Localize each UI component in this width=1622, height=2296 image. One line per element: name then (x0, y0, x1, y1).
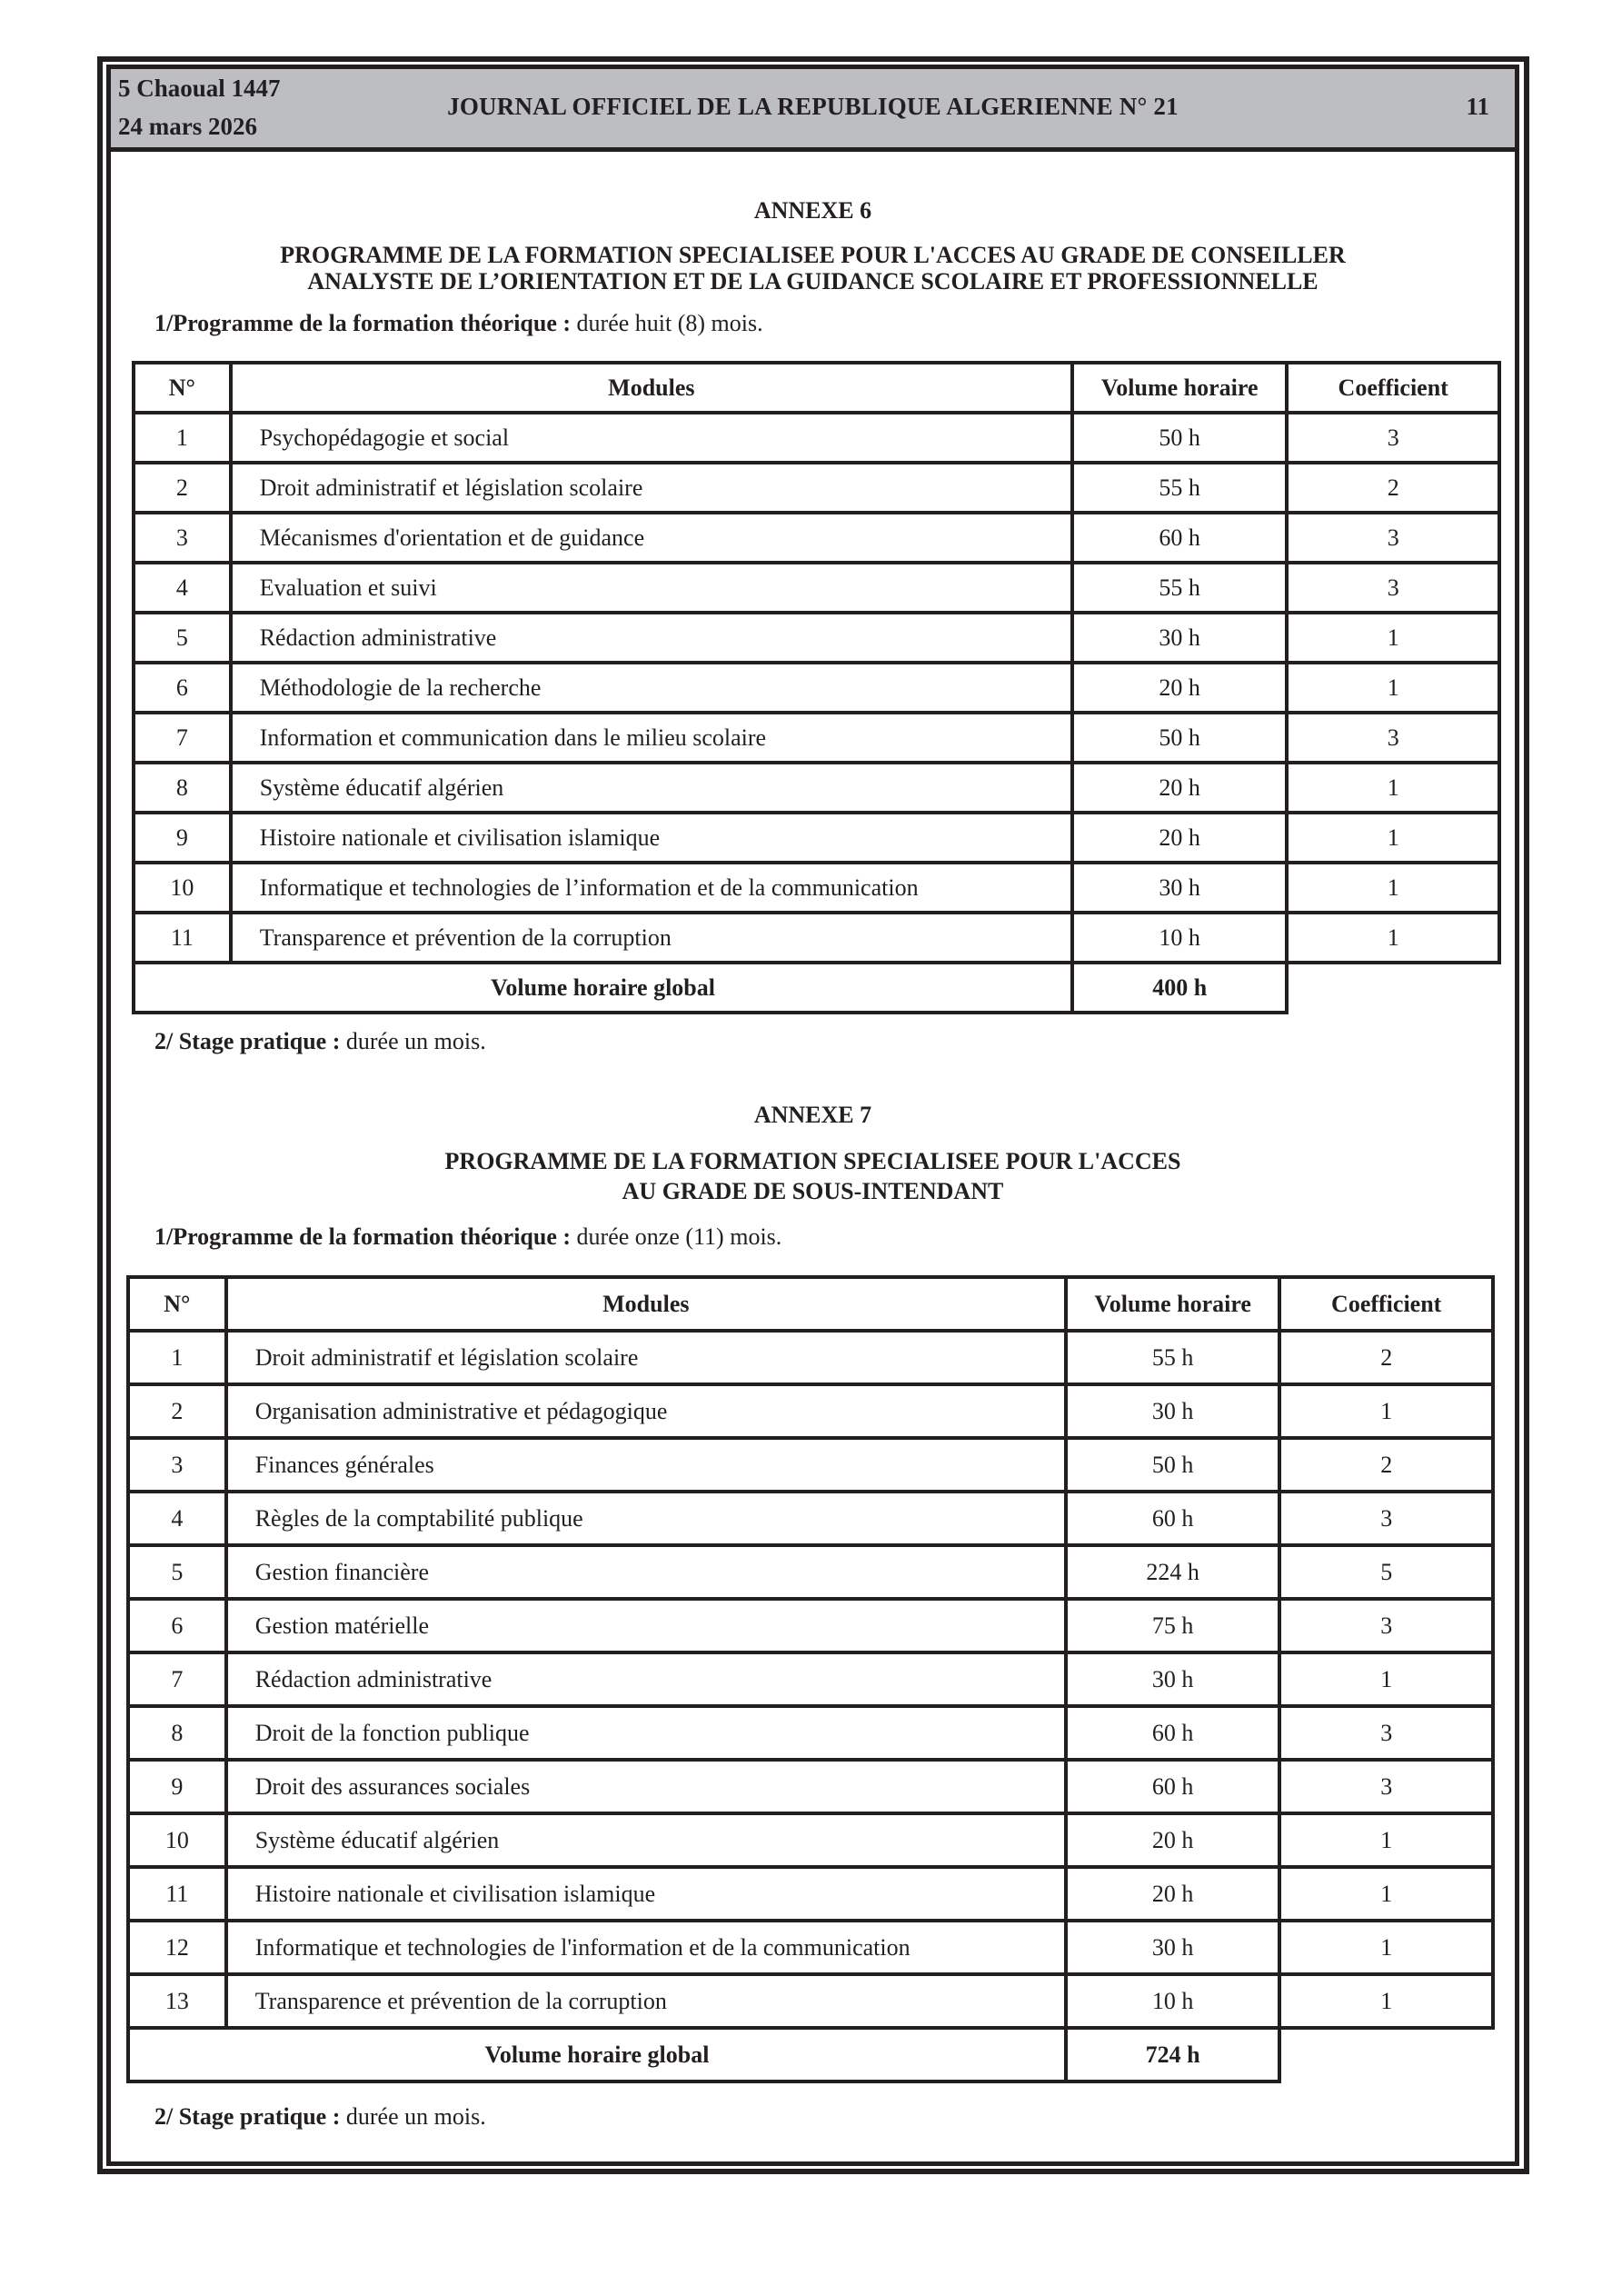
cell-number: 10 (128, 1813, 226, 1867)
total-value: 400 h (1072, 963, 1287, 1013)
cell-module: Droit de la fonction publique (226, 1706, 1066, 1760)
table-total-row (134, 963, 1499, 1013)
table-row (128, 1384, 1493, 1438)
total-value: 724 h (1066, 2028, 1279, 2081)
cell-volume: 50 h (1072, 713, 1287, 763)
table-row (134, 813, 1499, 863)
table-row (128, 1599, 1493, 1652)
cell-coefficient: 1 (1279, 1921, 1493, 1974)
cell-module: Droit administratif et législation scolaire (231, 463, 1072, 513)
cell-number: 9 (128, 1760, 226, 1813)
table-row (128, 1813, 1493, 1867)
annexe6-title-line2: ANALYSTE DE L’ORIENTATION ET DE LA GUIDANCE SCOLAIRE ET PROFESSIONNELLE (307, 268, 1318, 294)
annexe6-theory-value: durée huit (8) mois. (571, 310, 763, 336)
cell-volume: 30 h (1072, 613, 1287, 663)
cell-number: 4 (128, 1492, 226, 1545)
cell-number: 7 (128, 1652, 226, 1706)
cell-volume: 10 h (1066, 1974, 1279, 2028)
table-row (134, 413, 1499, 463)
cell-volume: 20 h (1072, 813, 1287, 863)
cell-coefficient: 2 (1279, 1331, 1493, 1384)
cell-number: 7 (134, 713, 231, 763)
annexe6-modules-table (132, 361, 1501, 1014)
cell-coefficient: 3 (1279, 1706, 1493, 1760)
annexe6-theory-duration (154, 310, 763, 337)
cell-number: 8 (134, 763, 231, 813)
table-row (128, 1331, 1493, 1384)
table-row (128, 1706, 1493, 1760)
cell-number: 5 (134, 613, 231, 663)
table-row (128, 1974, 1493, 2028)
cell-module: Informatique et technologies de l’information et de la communication (231, 863, 1072, 913)
cell-module: Mécanismes d'orientation et de guidance (231, 513, 1072, 563)
cell-module: Transparence et prévention de la corruption (226, 1974, 1066, 2028)
cell-volume: 55 h (1072, 463, 1287, 513)
table-row (134, 613, 1499, 663)
cell-number: 12 (128, 1921, 226, 1974)
cell-number: 3 (128, 1438, 226, 1492)
cell-volume: 60 h (1072, 513, 1287, 563)
cell-module: Gestion matérielle (226, 1599, 1066, 1652)
cell-module: Gestion financière (226, 1545, 1066, 1599)
cell-module: Finances générales (226, 1438, 1066, 1492)
col-header-volume: Volume horaire (1072, 363, 1287, 413)
total-label: Volume horaire global (128, 2028, 1066, 2081)
cell-module: Informatique et technologies de l'information et de la communication (226, 1921, 1066, 1974)
cell-coefficient: 3 (1279, 1760, 1493, 1813)
annexe7-theory-value: durée onze (11) mois. (571, 1223, 782, 1250)
annexe6-stage-value: durée un mois. (340, 1028, 486, 1054)
annexe6-stage-label: 2/ Stage pratique : (154, 1028, 341, 1054)
cell-volume: 55 h (1066, 1331, 1279, 1384)
date-gregorian: 24 mars 2026 (118, 113, 257, 140)
annexe7-modules-table (126, 1275, 1495, 2083)
cell-module: Rédaction administrative (231, 613, 1072, 663)
cell-number: 10 (134, 863, 231, 913)
cell-number: 3 (134, 513, 231, 563)
cell-volume: 224 h (1066, 1545, 1279, 1599)
table-row (128, 1492, 1493, 1545)
cell-number: 9 (134, 813, 231, 863)
col-header-coefficient: Coefficient (1287, 363, 1499, 413)
total-empty-cell (1287, 963, 1499, 1013)
table-row (128, 1652, 1493, 1706)
col-header-number: N° (134, 363, 231, 413)
cell-coefficient: 1 (1287, 613, 1499, 663)
cell-coefficient: 1 (1287, 813, 1499, 863)
cell-volume: 55 h (1072, 563, 1287, 613)
cell-volume: 30 h (1066, 1652, 1279, 1706)
table-row (128, 1921, 1493, 1974)
cell-number: 2 (128, 1384, 226, 1438)
cell-volume: 20 h (1072, 663, 1287, 713)
cell-module: Système éducatif algérien (226, 1813, 1066, 1867)
cell-volume: 30 h (1066, 1921, 1279, 1974)
cell-number: 4 (134, 563, 231, 613)
journal-header (111, 69, 1515, 152)
table-row (128, 1545, 1493, 1599)
cell-coefficient: 1 (1287, 663, 1499, 713)
total-label: Volume horaire global (134, 963, 1072, 1013)
annexe7-label: ANNEXE 7 (753, 1102, 872, 1128)
annexe7-title-line1: PROGRAMME DE LA FORMATION SPECIALISEE POUR L'ACCES (444, 1148, 1181, 1174)
journal-title: JOURNAL OFFICIEL DE LA REPUBLIQUE ALGERIENNE N° 21 (447, 93, 1179, 120)
table-total-row (128, 2028, 1493, 2081)
cell-module: Droit des assurances sociales (226, 1760, 1066, 1813)
cell-coefficient: 3 (1287, 713, 1499, 763)
cell-module: Rédaction administrative (226, 1652, 1066, 1706)
annexe7-stage-duration (154, 2103, 486, 2131)
table-row (134, 513, 1499, 563)
cell-number: 1 (128, 1331, 226, 1384)
annexe6-theory-label: 1/Programme de la formation théorique : (154, 310, 572, 336)
cell-number: 8 (128, 1706, 226, 1760)
table-row (134, 713, 1499, 763)
cell-number: 6 (134, 663, 231, 713)
cell-volume: 10 h (1072, 913, 1287, 963)
cell-volume: 50 h (1066, 1438, 1279, 1492)
cell-coefficient: 1 (1287, 913, 1499, 963)
annexe6-title-line1: PROGRAMME DE LA FORMATION SPECIALISEE POUR L'ACCES AU GRADE DE CONSEILLER (280, 242, 1346, 268)
cell-coefficient: 1 (1279, 1867, 1493, 1921)
cell-coefficient: 3 (1287, 513, 1499, 563)
cell-number: 13 (128, 1974, 226, 2028)
cell-volume: 60 h (1066, 1760, 1279, 1813)
cell-volume: 20 h (1072, 763, 1287, 813)
cell-coefficient: 3 (1279, 1599, 1493, 1652)
total-empty-cell (1279, 2028, 1493, 2081)
cell-coefficient: 5 (1279, 1545, 1493, 1599)
cell-volume: 75 h (1066, 1599, 1279, 1652)
table-row (134, 463, 1499, 513)
annexe7-stage-label: 2/ Stage pratique : (154, 2103, 341, 2130)
cell-module: Transparence et prévention de la corruption (231, 913, 1072, 963)
page-number: 11 (1466, 93, 1489, 120)
cell-coefficient: 1 (1279, 1813, 1493, 1867)
cell-volume: 20 h (1066, 1813, 1279, 1867)
cell-coefficient: 1 (1279, 1384, 1493, 1438)
annexe7-theory-duration (154, 1223, 781, 1251)
cell-number: 11 (128, 1867, 226, 1921)
cell-coefficient: 3 (1287, 413, 1499, 463)
col-header-coefficient: Coefficient (1279, 1277, 1493, 1331)
cell-module: Méthodologie de la recherche (231, 663, 1072, 713)
table-row (128, 1867, 1493, 1921)
cell-number: 2 (134, 463, 231, 513)
cell-module: Règles de la comptabilité publique (226, 1492, 1066, 1545)
cell-coefficient: 1 (1287, 863, 1499, 913)
col-header-modules: Modules (226, 1277, 1066, 1331)
date-hijri: 5 Chaoual 1447 (118, 75, 281, 102)
table-row (128, 1438, 1493, 1492)
cell-module: Psychopédagogie et social (231, 413, 1072, 463)
annexe6-stage-duration (154, 1028, 486, 1055)
cell-volume: 60 h (1066, 1706, 1279, 1760)
cell-coefficient: 1 (1287, 763, 1499, 813)
cell-module: Système éducatif algérien (231, 763, 1072, 813)
cell-coefficient: 2 (1287, 463, 1499, 513)
table-row (134, 863, 1499, 913)
annexe7-theory-label: 1/Programme de la formation théorique : (154, 1223, 572, 1250)
cell-number: 5 (128, 1545, 226, 1599)
cell-coefficient: 3 (1279, 1492, 1493, 1545)
cell-module: Organisation administrative et pédagogique (226, 1384, 1066, 1438)
cell-number: 11 (134, 913, 231, 963)
table-header-row (134, 363, 1499, 413)
table-header-row (128, 1277, 1493, 1331)
col-header-modules: Modules (231, 363, 1072, 413)
cell-module: Droit administratif et législation scolaire (226, 1331, 1066, 1384)
cell-number: 1 (134, 413, 231, 463)
cell-coefficient: 1 (1279, 1652, 1493, 1706)
cell-volume: 20 h (1066, 1867, 1279, 1921)
cell-volume: 30 h (1072, 863, 1287, 913)
cell-number: 6 (128, 1599, 226, 1652)
cell-module: Histoire nationale et civilisation islamique (226, 1867, 1066, 1921)
cell-volume: 30 h (1066, 1384, 1279, 1438)
table-row (134, 563, 1499, 613)
cell-coefficient: 3 (1287, 563, 1499, 613)
cell-module: Histoire nationale et civilisation islamique (231, 813, 1072, 863)
table-row (134, 663, 1499, 713)
cell-volume: 50 h (1072, 413, 1287, 463)
cell-coefficient: 2 (1279, 1438, 1493, 1492)
table-row (134, 763, 1499, 813)
col-header-volume: Volume horaire (1066, 1277, 1279, 1331)
table-row (128, 1760, 1493, 1813)
annexe6-label: ANNEXE 6 (753, 197, 872, 224)
annexe7-stage-value: durée un mois. (340, 2103, 486, 2130)
cell-module: Information et communication dans le milieu scolaire (231, 713, 1072, 763)
cell-module: Evaluation et suivi (231, 563, 1072, 613)
col-header-number: N° (128, 1277, 226, 1331)
annexe7-title-line2: AU GRADE DE SOUS-INTENDANT (622, 1178, 1004, 1204)
cell-volume: 60 h (1066, 1492, 1279, 1545)
table-row (134, 913, 1499, 963)
cell-coefficient: 1 (1279, 1974, 1493, 2028)
